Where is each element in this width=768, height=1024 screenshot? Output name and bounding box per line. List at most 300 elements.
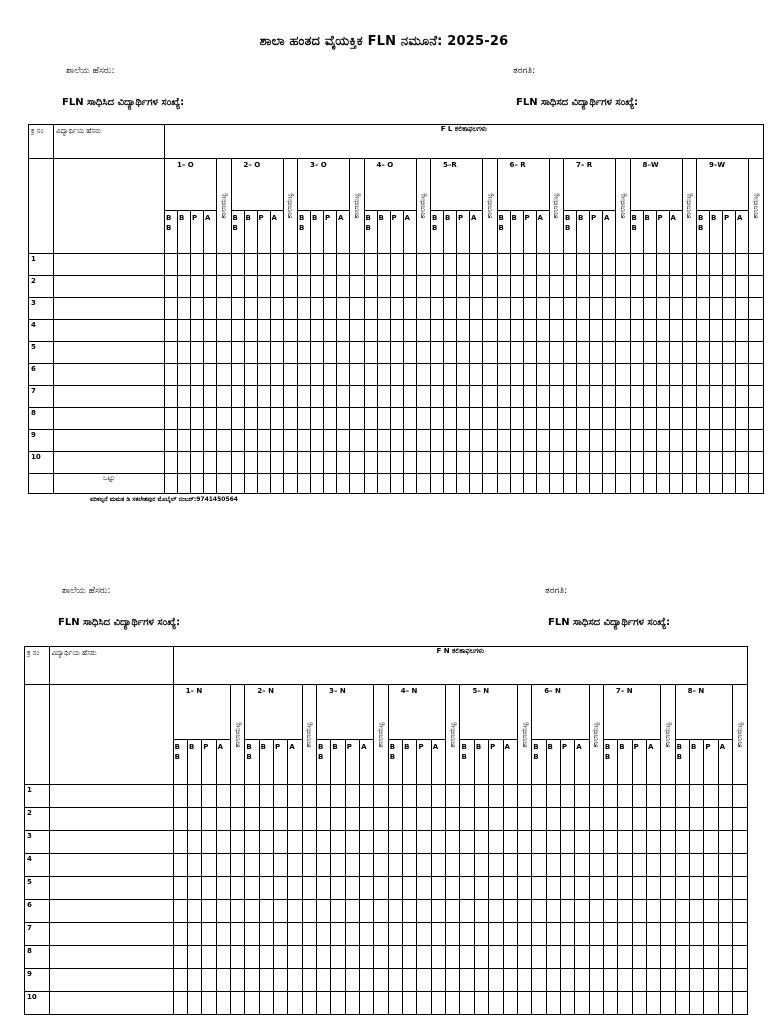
score-cell (178, 364, 191, 386)
score-cell (187, 969, 201, 992)
row-number: 3 (25, 831, 50, 854)
score-cell (245, 992, 259, 1015)
score-cell (245, 900, 259, 923)
score-cell (446, 946, 460, 969)
score-cell (191, 320, 204, 342)
score-cell (390, 386, 403, 408)
level-header: B B (173, 740, 187, 785)
score-cell (324, 452, 337, 474)
score-cell (257, 276, 270, 298)
score-cell (416, 430, 431, 452)
score-cell (661, 877, 675, 900)
score-cell (324, 386, 337, 408)
level-header: B (403, 740, 417, 785)
level-header: A (270, 211, 283, 254)
score-cell (704, 808, 718, 831)
outcomes-heading: F N ಕಲಿಕಾಫಲಗಳು (173, 647, 747, 685)
score-cell (618, 854, 632, 877)
score-cell (337, 342, 350, 364)
level-header: P (257, 211, 270, 254)
score-cell (388, 946, 402, 969)
score-cell (603, 276, 616, 298)
school-level-text: ಶಾಲಾಮಟ್ಟ (591, 721, 600, 748)
level-header: A (470, 211, 483, 254)
score-cell (431, 900, 445, 923)
school-name-label-2: ಶಾಲೆಯ ಹೆಸರು: (62, 586, 111, 596)
total-cell (311, 474, 324, 494)
score-cell (374, 808, 388, 831)
score-cell (257, 452, 270, 474)
row-number: 2 (25, 808, 50, 831)
total-cell (630, 474, 643, 494)
competency-label: 5– N (460, 685, 517, 740)
score-cell (331, 877, 345, 900)
score-cell (532, 808, 546, 831)
score-cell (245, 808, 259, 831)
competency-label: 7– R (564, 159, 616, 211)
score-cell (546, 969, 560, 992)
score-cell (723, 452, 736, 474)
score-cell (697, 254, 710, 276)
score-cell (546, 946, 560, 969)
score-cell (283, 254, 298, 276)
score-cell (564, 364, 577, 386)
score-cell (431, 946, 445, 969)
score-cell (187, 992, 201, 1015)
score-cell (374, 923, 388, 946)
level-header: B (187, 740, 201, 785)
score-cell (532, 831, 546, 854)
score-cell (311, 320, 324, 342)
score-cell (577, 452, 590, 474)
score-cell (590, 254, 603, 276)
score-cell (682, 364, 697, 386)
score-cell (446, 992, 460, 1015)
score-cell (403, 900, 417, 923)
score-cell (283, 342, 298, 364)
student-name-cell (49, 831, 173, 854)
score-cell (517, 808, 531, 831)
total-cell (656, 474, 669, 494)
school-level-label (283, 159, 298, 254)
score-cell (603, 430, 616, 452)
score-cell (417, 992, 431, 1015)
table-row (29, 320, 764, 342)
total-cell (457, 474, 470, 494)
score-cell (517, 831, 531, 854)
score-cell (283, 276, 298, 298)
score-cell (416, 254, 431, 276)
score-cell (360, 877, 374, 900)
score-cell (718, 808, 732, 831)
score-cell (165, 254, 178, 276)
score-cell (417, 854, 431, 877)
total-cell (350, 474, 365, 494)
score-cell (497, 386, 510, 408)
score-cell (646, 831, 660, 854)
score-cell (718, 877, 732, 900)
score-cell (632, 969, 646, 992)
level-header: P (274, 740, 288, 785)
score-cell (204, 452, 217, 474)
score-cell (202, 992, 216, 1015)
score-cell (231, 452, 244, 474)
score-cell (165, 364, 178, 386)
table-row (25, 900, 748, 923)
score-cell (460, 969, 474, 992)
score-cell (489, 992, 503, 1015)
score-cell (723, 430, 736, 452)
score-cell (589, 992, 603, 1015)
score-cell (603, 923, 617, 946)
score-cell (446, 785, 460, 808)
level-header: A (575, 740, 589, 785)
score-cell (603, 808, 617, 831)
level-header: B B (603, 740, 617, 785)
total-cell (497, 474, 510, 494)
score-cell (231, 298, 244, 320)
total-cell (616, 474, 631, 494)
score-cell (283, 430, 298, 452)
score-cell (230, 969, 244, 992)
total-cell (577, 474, 590, 494)
score-cell (302, 785, 316, 808)
score-cell (403, 877, 417, 900)
score-cell (245, 831, 259, 854)
score-cell (187, 785, 201, 808)
score-cell (646, 854, 660, 877)
score-cell (564, 320, 577, 342)
score-cell (517, 992, 531, 1015)
score-cell (736, 364, 749, 386)
score-cell (283, 298, 298, 320)
total-cell (549, 474, 564, 494)
score-cell (288, 923, 302, 946)
table-row (29, 452, 764, 474)
score-cell (643, 364, 656, 386)
score-cell (749, 342, 764, 364)
score-cell (360, 992, 374, 1015)
score-cell (350, 430, 365, 452)
score-cell (549, 254, 564, 276)
total-cell (736, 474, 749, 494)
student-name-cell (49, 900, 173, 923)
score-cell (749, 298, 764, 320)
score-cell (270, 276, 283, 298)
total-row (29, 474, 764, 494)
total-cell (510, 474, 523, 494)
school-level-label (517, 685, 531, 785)
score-cell (704, 877, 718, 900)
score-cell (388, 992, 402, 1015)
score-cell (244, 452, 257, 474)
score-cell (718, 854, 732, 877)
level-header: A (503, 740, 517, 785)
footer-credit: ಪರಿಕಲ್ಪನೆ ಮಮತ ಡಿ ಸಕಲೇಶಪುರ ಮೊಬೈಲ್ ನಂಬರ್:9741450564 (90, 496, 238, 503)
score-cell (403, 342, 416, 364)
score-cell (704, 992, 718, 1015)
score-cell (517, 900, 531, 923)
score-cell (216, 785, 230, 808)
competency-label: 3– O (298, 159, 350, 211)
score-cell (216, 992, 230, 1015)
score-cell (669, 452, 682, 474)
score-cell (470, 254, 483, 276)
score-cell (244, 386, 257, 408)
score-cell (331, 992, 345, 1015)
score-cell (178, 342, 191, 364)
score-cell (324, 254, 337, 276)
score-cell (230, 785, 244, 808)
score-cell (204, 342, 217, 364)
score-cell (337, 320, 350, 342)
score-cell (483, 452, 498, 474)
level-header: A (360, 740, 374, 785)
score-cell (283, 364, 298, 386)
score-cell (483, 254, 498, 276)
school-level-label (661, 685, 675, 785)
score-cell (489, 877, 503, 900)
score-cell (603, 969, 617, 992)
competency-label: 9–W (697, 159, 749, 211)
score-cell (590, 364, 603, 386)
competency-row (25, 685, 748, 740)
score-cell (288, 900, 302, 923)
score-cell (230, 877, 244, 900)
score-cell (523, 254, 536, 276)
score-cell (257, 386, 270, 408)
score-cell (230, 831, 244, 854)
school-level-text: ಶಾಲಾಮಟ್ಟ (751, 193, 760, 219)
student-name-cell (49, 808, 173, 831)
score-cell (497, 408, 510, 430)
score-cell (710, 320, 723, 342)
score-cell (536, 386, 549, 408)
score-cell (178, 386, 191, 408)
score-cell (616, 254, 631, 276)
score-cell (704, 831, 718, 854)
score-cell (517, 785, 531, 808)
school-level-text: ಶಾಲಾಮಟ್ಟ (418, 193, 427, 219)
school-level-text: ಶಾಲಾಮಟ್ಟ (618, 193, 627, 219)
score-cell (231, 342, 244, 364)
score-cell (523, 364, 536, 386)
level-header: B B (497, 211, 510, 254)
table-row (29, 298, 764, 320)
score-cell (643, 452, 656, 474)
row-number: 8 (25, 946, 50, 969)
score-cell (589, 831, 603, 854)
score-cell (431, 364, 444, 386)
score-cell (191, 342, 204, 364)
score-cell (374, 900, 388, 923)
score-cell (503, 992, 517, 1015)
score-cell (632, 854, 646, 877)
score-cell (704, 969, 718, 992)
score-cell (444, 386, 457, 408)
score-cell (460, 877, 474, 900)
score-cell (337, 452, 350, 474)
score-cell (331, 900, 345, 923)
score-cell (270, 254, 283, 276)
score-cell (669, 430, 682, 452)
student-name-cell (54, 342, 165, 364)
score-cell (603, 298, 616, 320)
score-cell (682, 430, 697, 452)
fln-not-achieved-label-2: FLN ಸಾಧಿಸದ ವಿದ್ಯಾರ್ಥಿಗಳ ಸಂಖ್ಯೆ: (548, 617, 671, 628)
score-cell (173, 992, 187, 1015)
score-cell (178, 298, 191, 320)
score-cell (403, 831, 417, 854)
score-cell (510, 364, 523, 386)
score-cell (489, 900, 503, 923)
score-cell (231, 320, 244, 342)
score-cell (298, 276, 311, 298)
score-cell (575, 877, 589, 900)
score-cell (403, 276, 416, 298)
score-cell (616, 430, 631, 452)
score-cell (311, 408, 324, 430)
score-cell (733, 785, 748, 808)
score-cell (549, 430, 564, 452)
score-cell (345, 923, 359, 946)
score-cell (749, 320, 764, 342)
score-cell (324, 276, 337, 298)
table-row (29, 386, 764, 408)
score-cell (577, 254, 590, 276)
score-cell (390, 276, 403, 298)
score-cell (733, 946, 748, 969)
score-cell (191, 408, 204, 430)
score-cell (630, 320, 643, 342)
score-cell (669, 320, 682, 342)
table-row (25, 808, 748, 831)
school-level-label (483, 159, 498, 254)
score-cell (302, 831, 316, 854)
score-cell (733, 923, 748, 946)
score-cell (244, 430, 257, 452)
score-cell (749, 408, 764, 430)
score-cell (603, 364, 616, 386)
score-cell (489, 923, 503, 946)
score-cell (377, 320, 390, 342)
total-cell (431, 474, 444, 494)
score-cell (546, 923, 560, 946)
score-cell (283, 408, 298, 430)
score-cell (288, 992, 302, 1015)
score-cell (259, 785, 273, 808)
score-cell (298, 298, 311, 320)
score-cell (710, 408, 723, 430)
level-header: B B (460, 740, 474, 785)
score-cell (298, 408, 311, 430)
score-cell (536, 298, 549, 320)
score-cell (564, 276, 577, 298)
score-cell (217, 298, 232, 320)
score-cell (390, 298, 403, 320)
score-cell (230, 946, 244, 969)
score-cell (510, 276, 523, 298)
class-label-2: ತರಗತಿ: (545, 586, 568, 596)
score-cell (457, 364, 470, 386)
score-cell (616, 364, 631, 386)
score-cell (324, 430, 337, 452)
school-level-label (616, 159, 631, 254)
score-cell (388, 877, 402, 900)
score-cell (317, 992, 331, 1015)
score-cell (510, 386, 523, 408)
row-number: 4 (25, 854, 50, 877)
score-cell (345, 808, 359, 831)
score-cell (564, 386, 577, 408)
score-cell (298, 364, 311, 386)
score-cell (546, 854, 560, 877)
score-cell (682, 254, 697, 276)
score-cell (444, 342, 457, 364)
score-cell (216, 877, 230, 900)
score-cell (632, 877, 646, 900)
score-cell (173, 900, 187, 923)
score-cell (675, 969, 689, 992)
score-cell (337, 364, 350, 386)
row-number: 4 (29, 320, 54, 342)
score-cell (736, 254, 749, 276)
score-cell (274, 900, 288, 923)
score-cell (497, 342, 510, 364)
score-cell (390, 254, 403, 276)
score-cell (388, 900, 402, 923)
competency-label: 4– O (364, 159, 416, 211)
score-cell (546, 992, 560, 1015)
score-cell (523, 452, 536, 474)
score-cell (577, 320, 590, 342)
score-cell (244, 408, 257, 430)
score-cell (191, 298, 204, 320)
score-cell (431, 386, 444, 408)
score-cell (630, 254, 643, 276)
competency-label: 3– N (317, 685, 374, 740)
score-cell (549, 320, 564, 342)
score-cell (274, 992, 288, 1015)
score-cell (270, 430, 283, 452)
score-cell (483, 320, 498, 342)
level-header: P (417, 740, 431, 785)
score-cell (669, 408, 682, 430)
row-number: 7 (25, 923, 50, 946)
score-cell (643, 320, 656, 342)
score-cell (360, 946, 374, 969)
score-cell (216, 969, 230, 992)
score-cell (523, 386, 536, 408)
score-cell (317, 969, 331, 992)
school-level-label (682, 159, 697, 254)
score-cell (646, 808, 660, 831)
score-cell (630, 298, 643, 320)
school-level-text: ಶಾಲಾಮಟ್ಟ (233, 721, 242, 748)
score-cell (517, 946, 531, 969)
total-cell (270, 474, 283, 494)
score-cell (736, 386, 749, 408)
score-cell (202, 969, 216, 992)
level-header: P (523, 211, 536, 254)
score-cell (736, 430, 749, 452)
score-cell (204, 364, 217, 386)
level-header: P (202, 740, 216, 785)
fl-assessment-table (28, 124, 764, 494)
score-cell (204, 298, 217, 320)
score-cell (497, 254, 510, 276)
score-cell (217, 342, 232, 364)
